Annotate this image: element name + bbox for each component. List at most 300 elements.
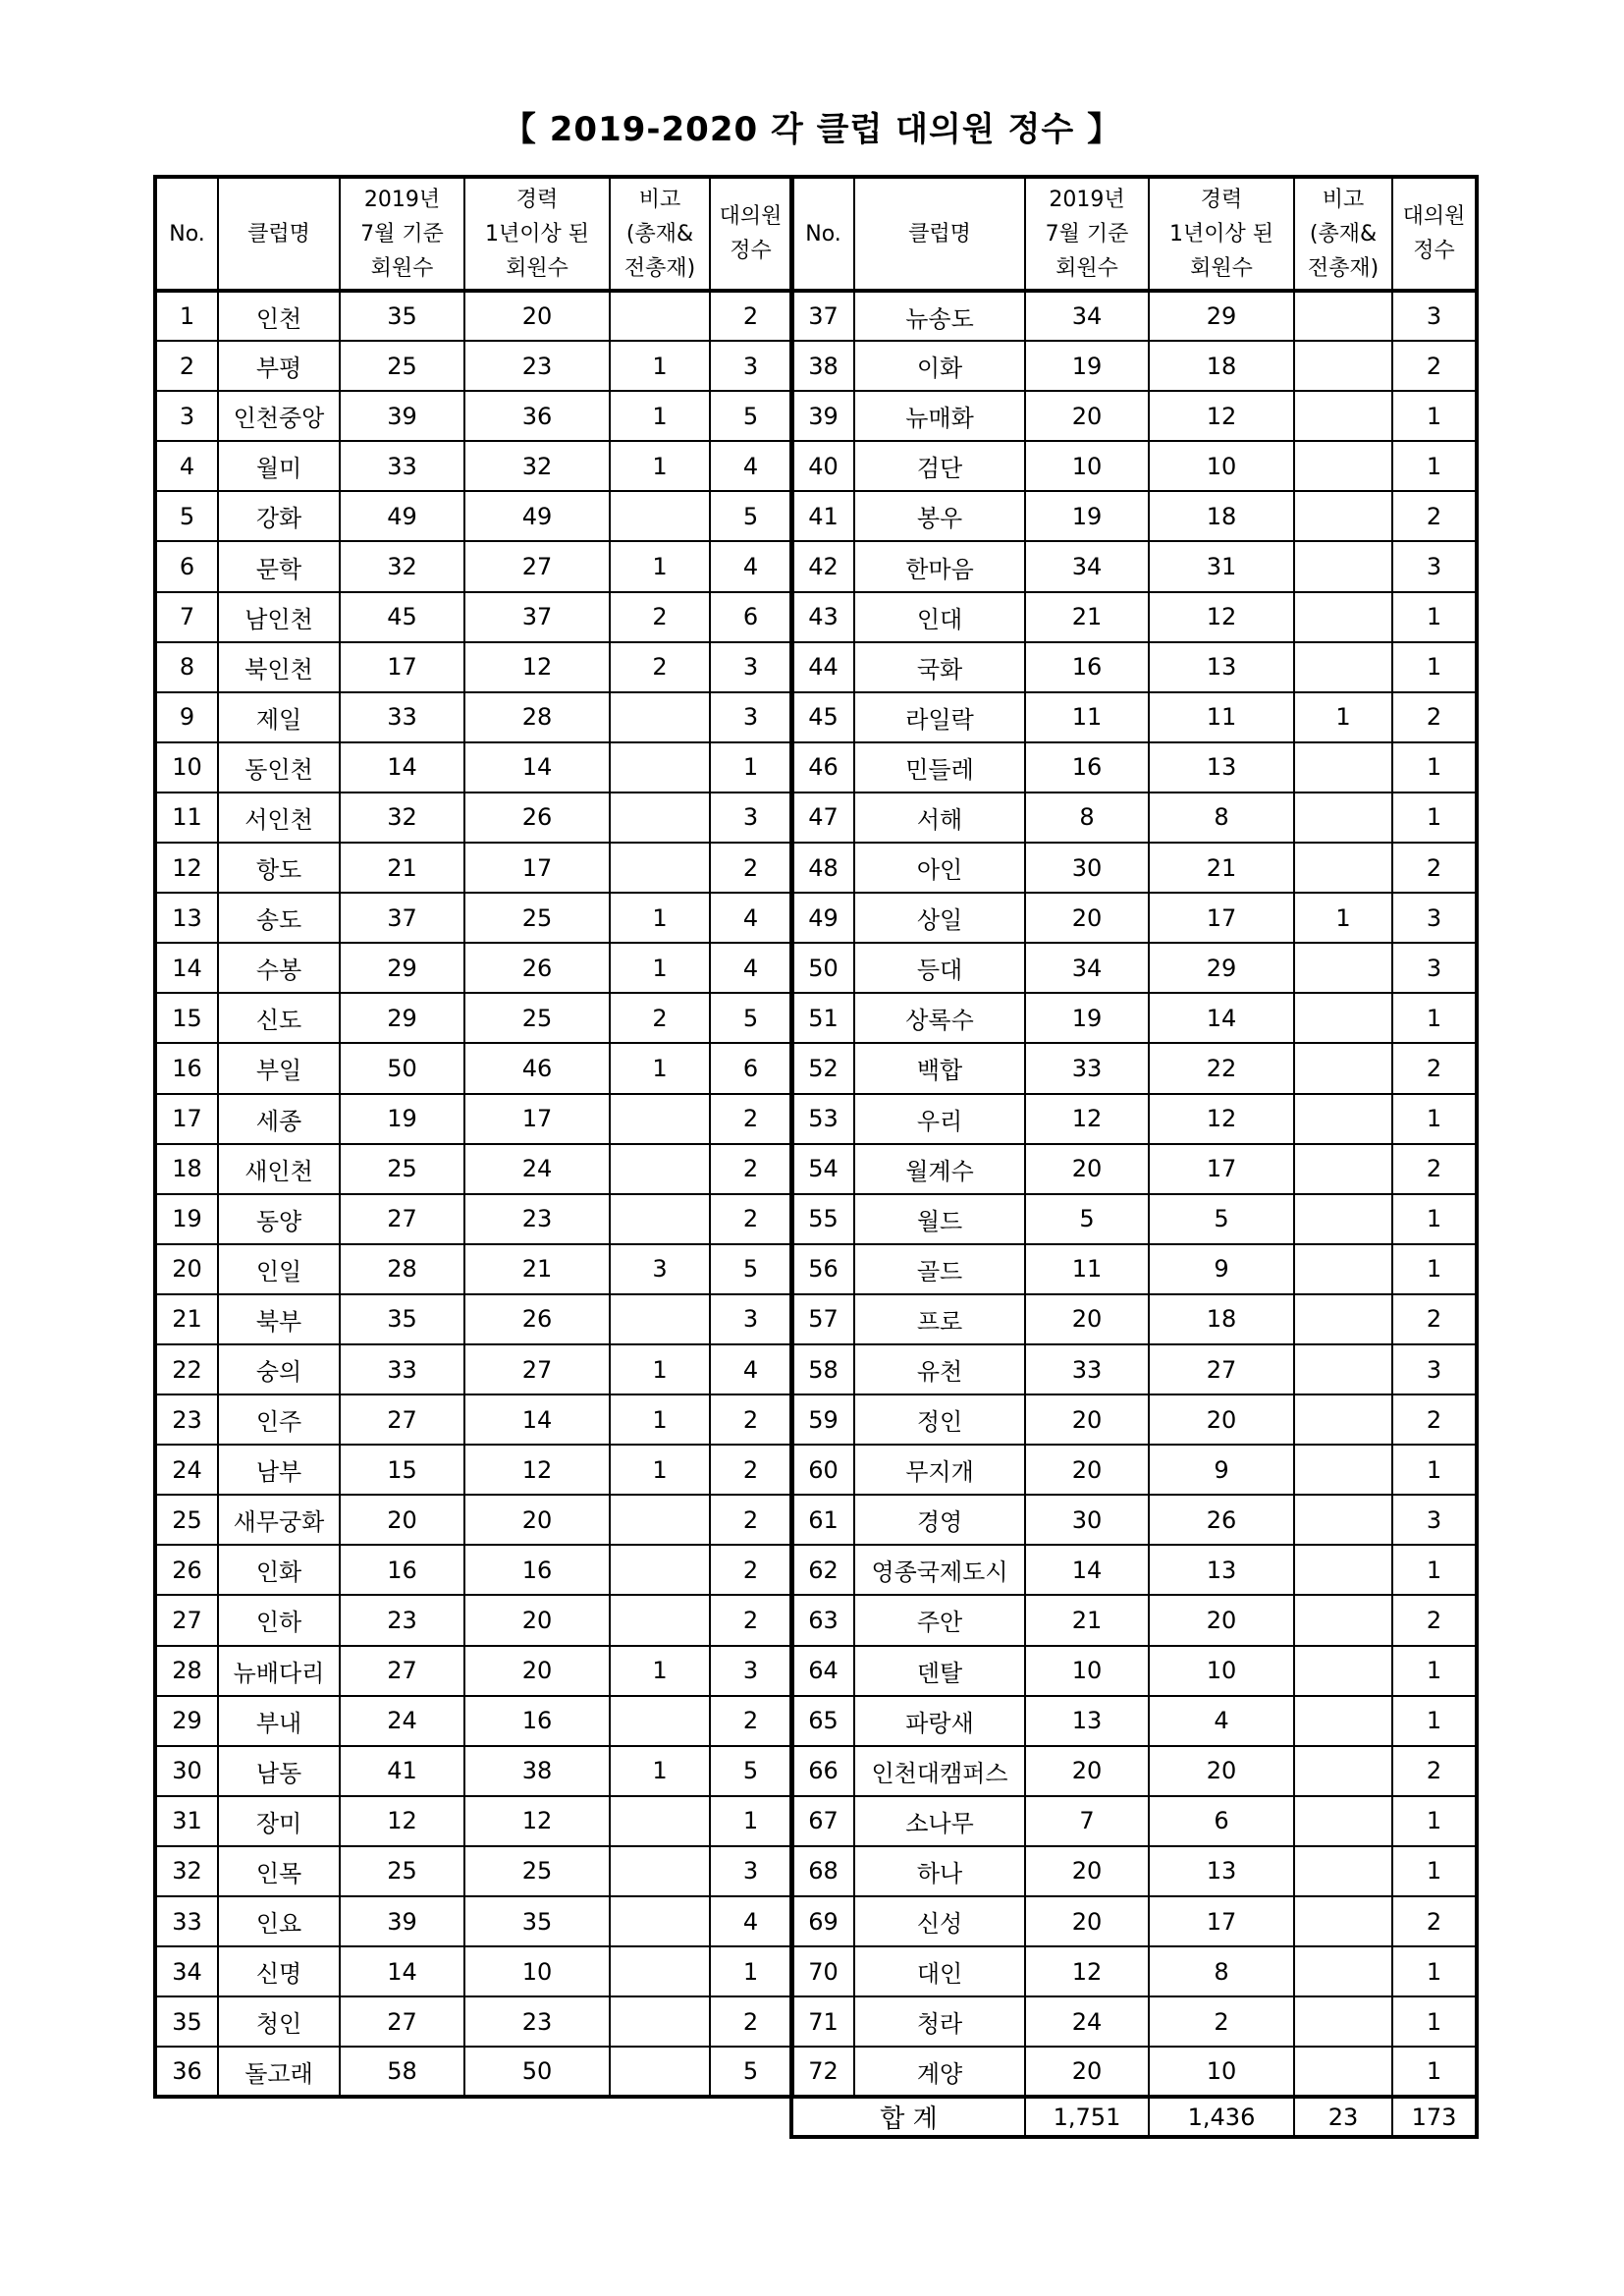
cell-delegates: 1 bbox=[710, 1796, 792, 1846]
cell-no: 53 bbox=[791, 1094, 854, 1144]
cell-club: 인요 bbox=[218, 1896, 340, 1946]
cell-note bbox=[1294, 1946, 1392, 1996]
cell-club: 새인천 bbox=[218, 1144, 340, 1194]
table-row bbox=[155, 1445, 792, 1495]
cell-delegates: 1 bbox=[1392, 1796, 1477, 1846]
cell-career: 23 bbox=[464, 341, 610, 391]
cell-club: 상록수 bbox=[854, 993, 1025, 1043]
table-row bbox=[791, 1696, 1477, 1746]
cell-no: 37 bbox=[791, 291, 854, 341]
cell-note bbox=[1294, 1244, 1392, 1294]
cell-career: 22 bbox=[1149, 1043, 1294, 1093]
table-row bbox=[155, 1896, 792, 1946]
header-career bbox=[464, 177, 610, 291]
cell-club: 유천 bbox=[854, 1344, 1025, 1394]
cell-members: 33 bbox=[1025, 1043, 1149, 1093]
cell-note bbox=[610, 1996, 710, 2047]
cell-no: 39 bbox=[791, 391, 854, 441]
cell-no: 71 bbox=[791, 1996, 854, 2047]
cell-club: 뉴송도 bbox=[854, 291, 1025, 341]
cell-career: 10 bbox=[1149, 2047, 1294, 2097]
header-delegates bbox=[1392, 177, 1477, 291]
cell-club: 강화 bbox=[218, 491, 340, 541]
table-row bbox=[791, 1495, 1477, 1545]
cell-members: 49 bbox=[340, 491, 464, 541]
cell-delegates: 3 bbox=[710, 1294, 792, 1344]
cell-members: 20 bbox=[1025, 2047, 1149, 2097]
cell-no: 35 bbox=[155, 1996, 218, 2047]
cell-delegates: 5 bbox=[710, 2047, 792, 2097]
cell-club: 소나무 bbox=[854, 1796, 1025, 1846]
header-delegates-line2: 정수 bbox=[1413, 239, 1455, 263]
cell-no: 26 bbox=[155, 1545, 218, 1595]
table-row bbox=[155, 1495, 792, 1545]
cell-career: 25 bbox=[464, 993, 610, 1043]
cell-no: 67 bbox=[791, 1796, 854, 1846]
cell-career: 24 bbox=[464, 1144, 610, 1194]
table-row bbox=[155, 642, 792, 692]
cell-note bbox=[1294, 642, 1392, 692]
cell-note bbox=[610, 1896, 710, 1946]
cell-career: 17 bbox=[1149, 893, 1294, 943]
cell-career: 26 bbox=[464, 943, 610, 993]
cell-career: 17 bbox=[1149, 1896, 1294, 1946]
cell-delegates: 1 bbox=[710, 1946, 792, 1996]
cell-note bbox=[1294, 1846, 1392, 1896]
cell-members: 33 bbox=[340, 441, 464, 491]
table-row bbox=[791, 1796, 1477, 1846]
cell-career: 16 bbox=[464, 1696, 610, 1746]
cell-career: 5 bbox=[1149, 1194, 1294, 1244]
header-note-line2: (총재& bbox=[625, 221, 694, 246]
table-row bbox=[791, 843, 1477, 893]
cell-career: 12 bbox=[464, 642, 610, 692]
cell-delegates: 3 bbox=[710, 793, 792, 843]
cell-career: 21 bbox=[1149, 843, 1294, 893]
cell-no: 55 bbox=[791, 1194, 854, 1244]
table-row bbox=[791, 1896, 1477, 1946]
cell-members: 33 bbox=[340, 1344, 464, 1394]
cell-delegates: 6 bbox=[710, 1043, 792, 1093]
table-row bbox=[155, 1595, 792, 1645]
table-row bbox=[791, 1646, 1477, 1696]
cell-career: 14 bbox=[464, 742, 610, 793]
cell-delegates: 2 bbox=[710, 291, 792, 341]
cell-career: 18 bbox=[1149, 1294, 1294, 1344]
cell-members: 29 bbox=[340, 943, 464, 993]
cell-note: 3 bbox=[610, 1244, 710, 1294]
cell-club: 주안 bbox=[854, 1595, 1025, 1645]
cell-note: 1 bbox=[610, 1746, 710, 1796]
cell-club: 신성 bbox=[854, 1896, 1025, 1946]
cell-club: 인일 bbox=[218, 1244, 340, 1294]
cell-delegates: 2 bbox=[1392, 843, 1477, 893]
cell-no: 5 bbox=[155, 491, 218, 541]
cell-club: 프로 bbox=[854, 1294, 1025, 1344]
cell-club: 숭의 bbox=[218, 1344, 340, 1394]
header-members-line2: 7월 기준 bbox=[1045, 221, 1129, 246]
cell-members: 12 bbox=[1025, 1946, 1149, 1996]
cell-members: 8 bbox=[1025, 793, 1149, 843]
cell-no: 11 bbox=[155, 793, 218, 843]
cell-delegates: 2 bbox=[710, 843, 792, 893]
header-delegates bbox=[710, 177, 792, 291]
cell-no: 50 bbox=[791, 943, 854, 993]
cell-club: 파랑새 bbox=[854, 1696, 1025, 1746]
cell-note: 2 bbox=[610, 642, 710, 692]
cell-delegates: 2 bbox=[1392, 1394, 1477, 1445]
cell-members: 15 bbox=[340, 1445, 464, 1495]
table-row bbox=[155, 1996, 792, 2047]
cell-no: 30 bbox=[155, 1746, 218, 1796]
table-row bbox=[791, 1194, 1477, 1244]
cell-delegates: 3 bbox=[710, 1846, 792, 1896]
cell-club: 북인천 bbox=[218, 642, 340, 692]
table-row bbox=[155, 1646, 792, 1696]
cell-delegates: 4 bbox=[710, 1896, 792, 1946]
cell-members: 20 bbox=[340, 1495, 464, 1545]
cell-delegates: 3 bbox=[710, 692, 792, 742]
table-row bbox=[155, 2047, 792, 2097]
table-row bbox=[791, 1996, 1477, 2047]
table-row bbox=[155, 943, 792, 993]
cell-club: 민들레 bbox=[854, 742, 1025, 793]
header-members-line1: 2019년 bbox=[363, 187, 441, 212]
cell-note bbox=[1294, 843, 1392, 893]
cell-delegates: 1 bbox=[1392, 2047, 1477, 2097]
cell-delegates: 4 bbox=[710, 1344, 792, 1394]
table-body-right bbox=[791, 291, 1477, 2097]
cell-career: 10 bbox=[1149, 441, 1294, 491]
cell-note bbox=[1294, 742, 1392, 793]
cell-career: 13 bbox=[1149, 642, 1294, 692]
cell-members: 34 bbox=[1025, 291, 1149, 341]
total-row bbox=[791, 2097, 1477, 2137]
cell-career: 50 bbox=[464, 2047, 610, 2097]
cell-note bbox=[1294, 1344, 1392, 1394]
table-row bbox=[155, 692, 792, 742]
cell-career: 13 bbox=[1149, 1846, 1294, 1896]
table-row bbox=[155, 843, 792, 893]
cell-club: 세종 bbox=[218, 1094, 340, 1144]
cell-delegates: 3 bbox=[710, 642, 792, 692]
cell-note bbox=[1294, 1194, 1392, 1244]
cell-career: 29 bbox=[1149, 291, 1294, 341]
cell-members: 20 bbox=[1025, 1294, 1149, 1344]
cell-note bbox=[1294, 541, 1392, 591]
table-row bbox=[155, 1846, 792, 1896]
cell-no: 14 bbox=[155, 943, 218, 993]
cell-club: 인천대캠퍼스 bbox=[854, 1746, 1025, 1796]
cell-career: 16 bbox=[464, 1545, 610, 1595]
cell-delegates: 5 bbox=[710, 1244, 792, 1294]
cell-note bbox=[610, 491, 710, 541]
cell-career: 27 bbox=[464, 541, 610, 591]
cell-delegates: 4 bbox=[710, 441, 792, 491]
cell-note: 1 bbox=[610, 943, 710, 993]
cell-members: 32 bbox=[340, 541, 464, 591]
table-row bbox=[791, 291, 1477, 341]
cell-no: 32 bbox=[155, 1846, 218, 1896]
table-row bbox=[155, 742, 792, 793]
header-no: No. bbox=[155, 177, 218, 291]
cell-delegates: 2 bbox=[710, 1445, 792, 1495]
cell-delegates: 4 bbox=[710, 893, 792, 943]
cell-delegates: 1 bbox=[1392, 1696, 1477, 1746]
cell-members: 39 bbox=[340, 1896, 464, 1946]
cell-career: 18 bbox=[1149, 341, 1294, 391]
cell-no: 51 bbox=[791, 993, 854, 1043]
cell-note: 1 bbox=[610, 391, 710, 441]
cell-club: 제일 bbox=[218, 692, 340, 742]
cell-career: 37 bbox=[464, 592, 610, 642]
cell-career: 12 bbox=[1149, 1094, 1294, 1144]
cell-club: 서해 bbox=[854, 793, 1025, 843]
cell-club: 남부 bbox=[218, 1445, 340, 1495]
cell-delegates: 2 bbox=[1392, 692, 1477, 742]
cell-career: 26 bbox=[464, 1294, 610, 1344]
cell-note bbox=[1294, 993, 1392, 1043]
cell-delegates: 2 bbox=[710, 1996, 792, 2047]
cell-no: 1 bbox=[155, 291, 218, 341]
cell-career: 27 bbox=[1149, 1344, 1294, 1394]
cell-career: 20 bbox=[464, 291, 610, 341]
cell-club: 봉우 bbox=[854, 491, 1025, 541]
cell-club: 부평 bbox=[218, 341, 340, 391]
table-row bbox=[155, 1144, 792, 1194]
cell-note bbox=[610, 2047, 710, 2097]
cell-note bbox=[1294, 341, 1392, 391]
cell-delegates: 3 bbox=[1392, 1495, 1477, 1545]
header-career-line2: 1년이상 된 bbox=[1169, 221, 1273, 246]
cell-career: 20 bbox=[1149, 1595, 1294, 1645]
cell-members: 50 bbox=[340, 1043, 464, 1093]
cell-note bbox=[1294, 1495, 1392, 1545]
table-row bbox=[155, 441, 792, 491]
header-members bbox=[1025, 177, 1149, 291]
cell-note bbox=[610, 742, 710, 793]
table-row bbox=[155, 1294, 792, 1344]
cell-note bbox=[610, 1294, 710, 1344]
cell-career: 23 bbox=[464, 1996, 610, 2047]
cell-career: 31 bbox=[1149, 541, 1294, 591]
table-row bbox=[791, 943, 1477, 993]
cell-delegates: 1 bbox=[1392, 592, 1477, 642]
header-note-line1: 비고 bbox=[1322, 187, 1365, 212]
header-club: 클럽명 bbox=[854, 177, 1025, 291]
cell-career: 17 bbox=[1149, 1144, 1294, 1194]
cell-note bbox=[610, 1946, 710, 1996]
table-row bbox=[155, 1545, 792, 1595]
cell-note bbox=[1294, 592, 1392, 642]
cell-club: 돌고래 bbox=[218, 2047, 340, 2097]
cell-note bbox=[1294, 1696, 1392, 1746]
cell-members: 20 bbox=[1025, 1746, 1149, 1796]
cell-delegates: 2 bbox=[710, 1696, 792, 1746]
cell-club: 청라 bbox=[854, 1996, 1025, 2047]
table-row bbox=[155, 1394, 792, 1445]
cell-club: 상일 bbox=[854, 893, 1025, 943]
delegates-table-right bbox=[789, 175, 1479, 2139]
cell-note: 1 bbox=[610, 341, 710, 391]
cell-members: 27 bbox=[340, 1394, 464, 1445]
cell-career: 35 bbox=[464, 1896, 610, 1946]
cell-no: 28 bbox=[155, 1646, 218, 1696]
cell-no: 20 bbox=[155, 1244, 218, 1294]
table-row bbox=[155, 491, 792, 541]
total-delegates: 173 bbox=[1392, 2097, 1477, 2137]
cell-members: 14 bbox=[1025, 1545, 1149, 1595]
cell-note: 2 bbox=[610, 592, 710, 642]
header-career-line1: 경력 bbox=[515, 187, 559, 212]
table-row bbox=[791, 893, 1477, 943]
cell-no: 41 bbox=[791, 491, 854, 541]
header-delegates-line2: 정수 bbox=[730, 239, 772, 263]
cell-no: 7 bbox=[155, 592, 218, 642]
cell-delegates: 1 bbox=[1392, 993, 1477, 1043]
header-members-line3: 회원수 bbox=[370, 255, 434, 281]
cell-delegates: 4 bbox=[710, 541, 792, 591]
cell-club: 동양 bbox=[218, 1194, 340, 1244]
cell-no: 21 bbox=[155, 1294, 218, 1344]
cell-club: 신명 bbox=[218, 1946, 340, 1996]
cell-career: 18 bbox=[1149, 491, 1294, 541]
cell-members: 17 bbox=[340, 642, 464, 692]
table-row bbox=[155, 1946, 792, 1996]
table-row bbox=[155, 1696, 792, 1746]
cell-note bbox=[610, 1595, 710, 1645]
cell-no: 48 bbox=[791, 843, 854, 893]
cell-no: 19 bbox=[155, 1194, 218, 1244]
table-row bbox=[791, 642, 1477, 692]
cell-no: 52 bbox=[791, 1043, 854, 1093]
cell-members: 58 bbox=[340, 2047, 464, 2097]
cell-career: 20 bbox=[464, 1595, 610, 1645]
cell-delegates: 1 bbox=[1392, 1445, 1477, 1495]
table-row bbox=[155, 541, 792, 591]
cell-career: 25 bbox=[464, 893, 610, 943]
cell-note: 1 bbox=[610, 893, 710, 943]
cell-no: 38 bbox=[791, 341, 854, 391]
cell-members: 10 bbox=[1025, 1646, 1149, 1696]
cell-members: 20 bbox=[1025, 893, 1149, 943]
cell-note bbox=[610, 1696, 710, 1746]
table-row bbox=[155, 291, 792, 341]
cell-club: 국화 bbox=[854, 642, 1025, 692]
cell-career: 20 bbox=[1149, 1746, 1294, 1796]
cell-members: 19 bbox=[340, 1094, 464, 1144]
cell-members: 16 bbox=[1025, 642, 1149, 692]
cell-club: 문학 bbox=[218, 541, 340, 591]
cell-career: 38 bbox=[464, 1746, 610, 1796]
table-row bbox=[791, 1394, 1477, 1445]
cell-club: 항도 bbox=[218, 843, 340, 893]
cell-members: 33 bbox=[1025, 1344, 1149, 1394]
cell-members: 7 bbox=[1025, 1796, 1149, 1846]
cell-no: 24 bbox=[155, 1445, 218, 1495]
table-row bbox=[791, 1144, 1477, 1194]
cell-note bbox=[1294, 391, 1392, 441]
cell-career: 4 bbox=[1149, 1696, 1294, 1746]
total-career: 1,436 bbox=[1149, 2097, 1294, 2137]
cell-delegates: 3 bbox=[1392, 893, 1477, 943]
table-row bbox=[155, 1746, 792, 1796]
cell-delegates: 5 bbox=[710, 491, 792, 541]
table-row bbox=[155, 893, 792, 943]
cell-note bbox=[1294, 793, 1392, 843]
cell-club: 동인천 bbox=[218, 742, 340, 793]
header-members bbox=[340, 177, 464, 291]
cell-club: 서인천 bbox=[218, 793, 340, 843]
cell-members: 20 bbox=[1025, 1445, 1149, 1495]
cell-club: 월미 bbox=[218, 441, 340, 491]
cell-delegates: 1 bbox=[1392, 642, 1477, 692]
cell-no: 18 bbox=[155, 1144, 218, 1194]
cell-members: 16 bbox=[340, 1545, 464, 1595]
cell-note bbox=[1294, 1746, 1392, 1796]
cell-delegates: 1 bbox=[1392, 1846, 1477, 1896]
header-delegates-line1: 대의원 bbox=[719, 204, 783, 229]
cell-delegates: 1 bbox=[1392, 1194, 1477, 1244]
cell-members: 35 bbox=[340, 291, 464, 341]
cell-club: 하나 bbox=[854, 1846, 1025, 1896]
cell-club: 청인 bbox=[218, 1996, 340, 2047]
cell-no: 17 bbox=[155, 1094, 218, 1144]
cell-delegates: 2 bbox=[710, 1595, 792, 1645]
cell-members: 20 bbox=[1025, 1144, 1149, 1194]
table-row bbox=[791, 1244, 1477, 1294]
cell-delegates: 2 bbox=[710, 1144, 792, 1194]
header-note bbox=[610, 177, 710, 291]
cell-members: 16 bbox=[1025, 742, 1149, 793]
table-row bbox=[155, 1244, 792, 1294]
header-note-line3: 전총재) bbox=[1307, 255, 1380, 281]
cell-note bbox=[610, 692, 710, 742]
table-row bbox=[791, 541, 1477, 591]
cell-career: 26 bbox=[464, 793, 610, 843]
cell-members: 19 bbox=[1025, 993, 1149, 1043]
table-row bbox=[791, 441, 1477, 491]
cell-note bbox=[1294, 1043, 1392, 1093]
cell-members: 24 bbox=[340, 1696, 464, 1746]
header-members-line2: 7월 기준 bbox=[360, 221, 444, 246]
cell-no: 2 bbox=[155, 341, 218, 391]
cell-no: 10 bbox=[155, 742, 218, 793]
cell-delegates: 2 bbox=[710, 1545, 792, 1595]
cell-note bbox=[1294, 1445, 1392, 1495]
table-row bbox=[791, 1595, 1477, 1645]
header-note-line2: (총재& bbox=[1309, 221, 1378, 246]
cell-note bbox=[1294, 1144, 1392, 1194]
cell-members: 12 bbox=[340, 1796, 464, 1846]
cell-note: 1 bbox=[610, 1445, 710, 1495]
cell-delegates: 1 bbox=[1392, 1545, 1477, 1595]
cell-career: 20 bbox=[464, 1646, 610, 1696]
table-row bbox=[791, 1094, 1477, 1144]
cell-members: 13 bbox=[1025, 1696, 1149, 1746]
cell-club: 라일락 bbox=[854, 692, 1025, 742]
cell-career: 11 bbox=[1149, 692, 1294, 742]
header-club: 클럽명 bbox=[218, 177, 340, 291]
cell-note bbox=[1294, 1996, 1392, 2047]
cell-delegates: 2 bbox=[1392, 1144, 1477, 1194]
cell-career: 12 bbox=[1149, 391, 1294, 441]
cell-members: 20 bbox=[1025, 1896, 1149, 1946]
table-row bbox=[791, 1344, 1477, 1394]
cell-no: 40 bbox=[791, 441, 854, 491]
cell-note bbox=[1294, 1394, 1392, 1445]
cell-note bbox=[1294, 1294, 1392, 1344]
